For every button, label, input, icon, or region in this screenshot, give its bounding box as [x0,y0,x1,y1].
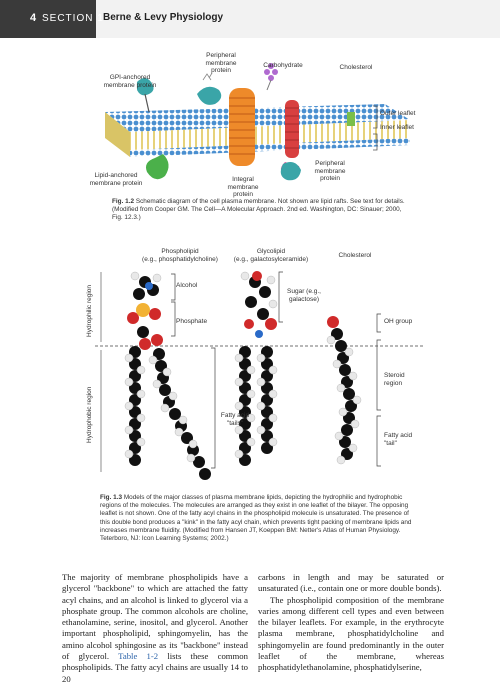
table-link[interactable]: Table 1-2 [118,651,159,662]
body-text-segment: The majority of membrane phospholipids have a glycerol "backbone" to which are attached the fatty acyl chains, and an alcohol is linked to glycerol via a phosphate group. The common alcohols are choline, ethanolamine, serine, inositol, and glycerol. Another important phospholipid, sphingomyelin, has the amino alcohol sphingosine as its "backbone" instead of glycerol. [62,572,248,662]
cholesterol-model [327,316,361,464]
label-peripheral-top: Peripheral membrane protein [205,52,237,74]
heading-glycolipid [226,248,316,263]
body-paragraph: carbons in length and may be saturated or unsaturated (i.e., contain one or more double bonds). [258,572,444,594]
caption-text: Schematic diagram of the cell plasma membrane. Not shown are lipid rafts. See text for details. (Modified from Cooper GM. The Cell—A Molecular Approach. 2nd ed. Washington, DC: Sinauer; 2000, Fig. 12.3.) [112,198,405,222]
section-label: SECTION 1 [42,13,104,24]
cholesterol-molecule [347,112,355,126]
label-integral: Integral membrane protein [227,176,259,198]
label-phosphate: Phosphate [176,318,208,325]
label-fatty-acid-tails: Fatty acid "tails" [220,412,250,427]
phospholipid-title: Phospholipid [161,248,199,255]
label-oh-group: OH group [384,318,413,325]
phospholipid-example: (e.g., phosphatidylcholine) [142,255,218,263]
peripheral-protein-bottom [281,162,301,180]
body-paragraph [62,572,248,685]
figure-1-3-caption [100,494,416,543]
heading-cholesterol: Cholesterol [338,252,372,259]
label-gpi-protein: GPI-anchored membrane protein [103,74,157,89]
lipid-anchored-protein [146,154,169,179]
heading-phospholipid [140,248,220,263]
figure-1-2-caption [112,198,412,223]
glycolipid-title: Glycolipid [256,248,286,255]
label-inner-leaflet: Inner leaflet [380,124,414,131]
peripheral-protein-top [197,73,221,105]
body-paragraph: The phospholipid composition of the membrane varies among different cell types and even between the bilayer leaflets. For example, in the erythrocyte plasma membrane, phosphatidylcholine and sphingomyelin are found predominantly in the outer leaflet of the membrane, whereas phosphatidylethanolamine, phosphatidylserine, [258,594,444,673]
caption-text: Models of the major classes of plasma membrane lipids, depicting the hydrophilic and hydrophobic regions of the molecules. The molecules are arranged as they exist in one leaflet of the bilayer. The opposing leaflet is not shown. One of the fatty acyl chains in the phospholipid molecule is unsaturated. The presence of this double bond produces a "kink" in the fatty acyl chain, which prevents tight packing of membrane lipids and increases membrane fluidity. (Modified from Hansen JT, Koeppen BM: Netter's Atlas of Human Physiology. Teterboro, NJ: Icon Learning Systems; 2002.) [100,494,412,543]
label-peripheral-bottom: Peripheral membrane protein [314,160,346,182]
lipid-models [95,262,425,490]
book-title: Berne & Levy Physiology [103,12,224,23]
body-column-left [62,572,248,685]
glycolipid-model [235,271,277,466]
lipid-bilayer [105,104,410,157]
label-steroid-region: Steroid region [384,372,405,387]
label-carbohydrate: Carbohydrate [263,62,303,69]
page-number: 4 [30,12,37,24]
label-outer-leaflet: Outer leaflet [380,110,416,117]
phospholipid-model [125,272,211,480]
label-cholesterol: Cholesterol [339,64,373,71]
label-lipid-anchored: Lipid-anchored membrane protein [89,172,143,187]
integral-protein [229,88,255,166]
running-header [0,0,500,38]
caption-number: Fig. 1.3 [100,494,123,501]
label-hydrophobic: Hydrophobic region [86,386,93,444]
label-fatty-acid-tail: Fatty acid "tail" [384,432,413,447]
label-hydrophilic: Hydrophilic region [86,284,93,338]
glycolipid-example: (e.g., galactosylceramide) [233,255,309,263]
label-sugar: Sugar (e.g., galactose) [287,288,321,303]
caption-number: Fig. 1.2 [112,198,135,205]
body-text-segment: lists these common phospholipids. The fatty acyl chains are usually 14 to 20 [62,651,248,684]
body-column-right [258,572,444,674]
label-alcohol: Alcohol [176,282,198,289]
